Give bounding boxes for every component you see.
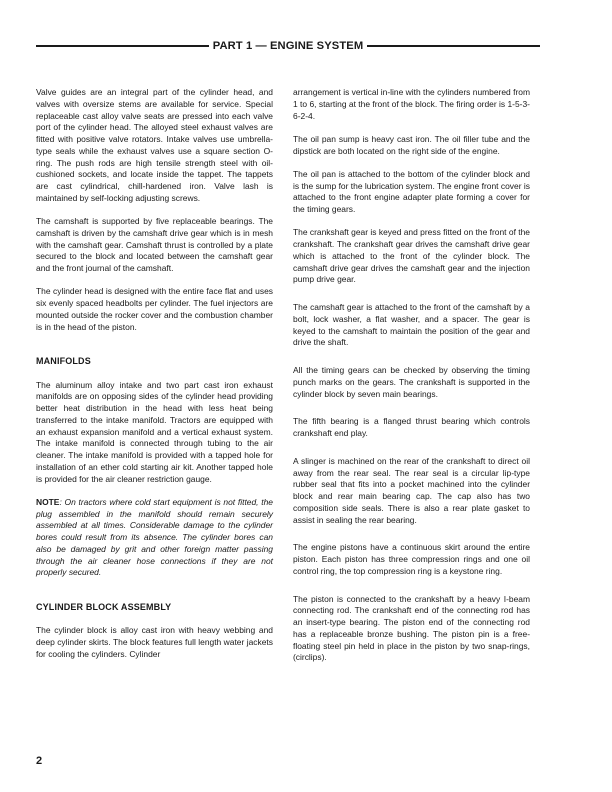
paragraph-cylinder-block: The cylinder block is alloy cast iron with heavy webbing and deep cylinder skirts. The block features full length water jackets for cooling the cylinders. Cylinder [36,625,273,659]
left-column [36,87,273,661]
paragraph-cylinder-arrangement: arrangement is vertical in-line with the cylinders numbered from 1 to 6, starting at the front of the block. The firing order is 1-5-3-6-2-4. [293,87,530,121]
right-column [293,87,530,664]
paragraph-fifth-bearing: The fifth bearing is a flanged thrust bearing which controls crankshaft end play. [293,416,530,438]
paragraph-manifolds: The aluminum alloy intake and two part cast iron exhaust manifolds are on opposing sides of the cylinder head providing better heat distribution in the head with less heat being transferred to the intake manifold. Tractors are equipped with an exhaust expansion manifold and a vertical exhaust system. The intake manifold is connected through tubing to the air cleaner. The intake manifold is provided with a tapped hole for installation of an ether cold starting air kit. Another tapped hole is provided for the air cleaner restriction gauge. [36,379,273,484]
paragraph-slinger: A slinger is machined on the rear of the crankshaft to direct oil away from the rear seal. The rear seal is a circular lip-type rubber seal that fits into a pocket machined into the cylinder block and rear main bearing cap. The cap also has two composition side seals. There is also a rear plate gasket to assist in sealing the rear bearing. [293,455,530,525]
paragraph-connecting-rod: The piston is connected to the crankshaft by a heavy I-beam connecting rod. The crankshaft end of the connecting rod has an insert-type bearing. The piston end of the connecting rod has a replaceable bronze bushing. The piston pin is a free-floating steel pin held in place in the piston by two snap-rings, (circlips). [293,593,530,663]
paragraph-cylinder-head: The cylinder head is designed with the entire face flat and uses six evenly spaced headbolts per cylinder. The fuel injectors are mounted outside the rocker cover and the combustion chamber is in the head of the piston. [36,286,273,332]
note-text: : On tractors where cold start equipment is not fitted, the plug assembled in the manifold should remain securely assembled at all times. Considerable damage to the cylinder bores could result from its absence. The cylinder bores can also be damaged by grit and other foreign matter passing through the air cleaner hose connections if they are not properly secured. [36,496,273,578]
section-header [36,38,540,54]
heading-cylinder-block-assembly: CYLINDER BLOCK ASSEMBLY [36,602,172,612]
note-paragraph [36,497,273,579]
paragraph-valve-guides: Valve guides are an integral part of the cylinder head, and valves with oversize stems are available for service. Special replaceable cast alloy valve seats are pressed into each valve port of the cylinder head. The alloyed steel exhaust valves are fitted with positive valve rotators. Intake valves use umbrella-type seals while the exhaust valves use a square section O-ring. The push rods are high tensile strength steel with oil-cushioned sockets, and locate inside the tappet. The tappets are cast cylindrical, chill-hardened iron. Valve lash is maintained by self-locking adjusting screws. [36,87,273,203]
paragraph-oil-pan-sump: The oil pan sump is heavy cast iron. The oil filler tube and the dipstick are both located on the right side of the engine. [293,133,530,156]
paragraph-crankshaft-gear: The crankshaft gear is keyed and press fitted on the front of the crankshaft. The crankshaft gear drives the camshaft drive gear which is attached to the front of the cylinder block. The camshaft drive gear drives the camshaft gear and the injection pump drive gear. [293,227,530,285]
section-title: PART 1 — ENGINE SYSTEM [212,40,364,52]
note-label: NOTE [36,496,60,507]
paragraph-oil-pan: The oil pan is attached to the bottom of the cylinder block and is the sump for the lubrication system. The engine front cover is attached to the front engine adapter plate forming a cover for the timing gears. [293,168,530,214]
paragraph-pistons: The engine pistons have a continuous skirt around the entire piston. Each piston has three compression rings and one oil control ring, the top compression ring is a keystone ring. [293,542,530,576]
paragraph-camshaft-gear: The camshaft gear is attached to the front of the camshaft by a bolt, lock washer, a flat washer, and a spacer. The gear is keyed to the camshaft to maintain the position of the gear and drive the shaft. [293,302,530,348]
heading-manifolds: MANIFOLDS [36,356,91,367]
paragraph-camshaft: The camshaft is supported by five replaceable bearings. The camshaft is driven by the camshaft drive gear which is in mesh with the camshaft gear. Camshaft thrust is controlled by a plate secured to the block and located between the camshaft gear and the front journal of the camshaft. [36,216,273,273]
header-rule-right [367,45,540,47]
page-number: 2 [36,755,43,767]
header-rule-left [36,45,209,47]
paragraph-timing-gears: All the timing gears can be checked by observing the timing punch marks on the gears. The crankshaft is supported in the cylinder block by seven main bearings. [293,365,530,399]
